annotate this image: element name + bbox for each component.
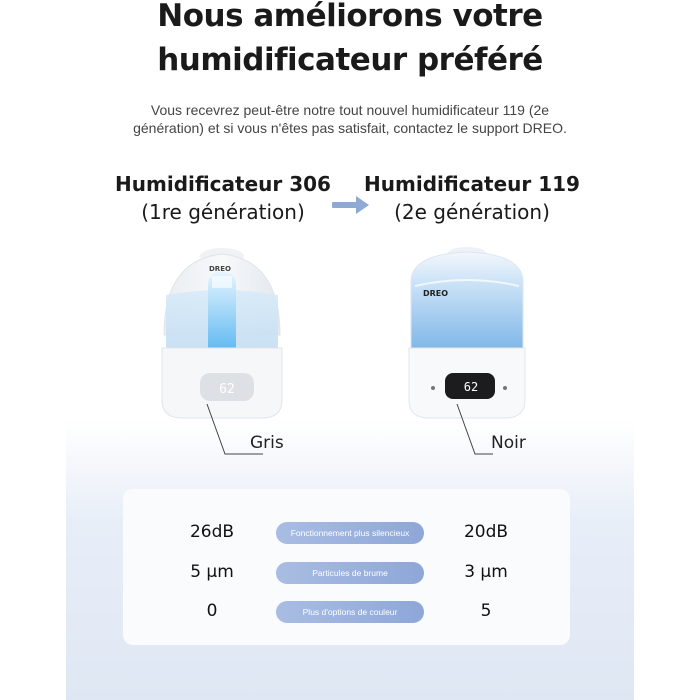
page-title-line-2: humidificateur préféré xyxy=(157,42,543,78)
old-model-generation: (1re génération) xyxy=(141,200,305,224)
old-color-label: Gris xyxy=(250,433,284,453)
old-noise-value: 26dB xyxy=(189,522,235,542)
old-brand-logo: DREO xyxy=(209,265,231,273)
feature-pill-mist: Particules de brume xyxy=(276,562,424,584)
old-display-value: 62 xyxy=(219,382,235,397)
new-noise-value: 20dB xyxy=(463,522,509,542)
old-mist-value: 5 μm xyxy=(190,562,234,582)
feature-pill-colors: Plus d'options de couleur xyxy=(276,601,424,623)
intro-line-2: génération) et si vous n'êtes pas satisfait, contactez le support DREO. xyxy=(133,120,567,136)
new-mist-value: 3 μm xyxy=(464,562,508,582)
intro-line-1: Vous recevrez peut-être notre tout nouvel humidificateur 119 (2e xyxy=(150,102,550,118)
new-humidifier-image xyxy=(405,240,535,425)
new-display-value: 62 xyxy=(463,380,479,394)
new-color-label: Noir xyxy=(491,433,526,453)
new-color-options-value: 5 xyxy=(480,601,492,621)
old-color-options-value: 0 xyxy=(206,601,218,621)
page-title-line-1: Nous améliorons votre xyxy=(157,0,543,34)
new-callout-line xyxy=(455,402,495,457)
new-model-generation: (2e génération) xyxy=(394,200,550,224)
new-brand-logo: DREO xyxy=(423,289,449,298)
feature-pill-noise: Fonctionnement plus silencieux xyxy=(276,522,424,544)
new-model-name: Humidificateur 119 xyxy=(364,172,580,196)
old-model-name: Humidificateur 306 xyxy=(115,172,331,196)
